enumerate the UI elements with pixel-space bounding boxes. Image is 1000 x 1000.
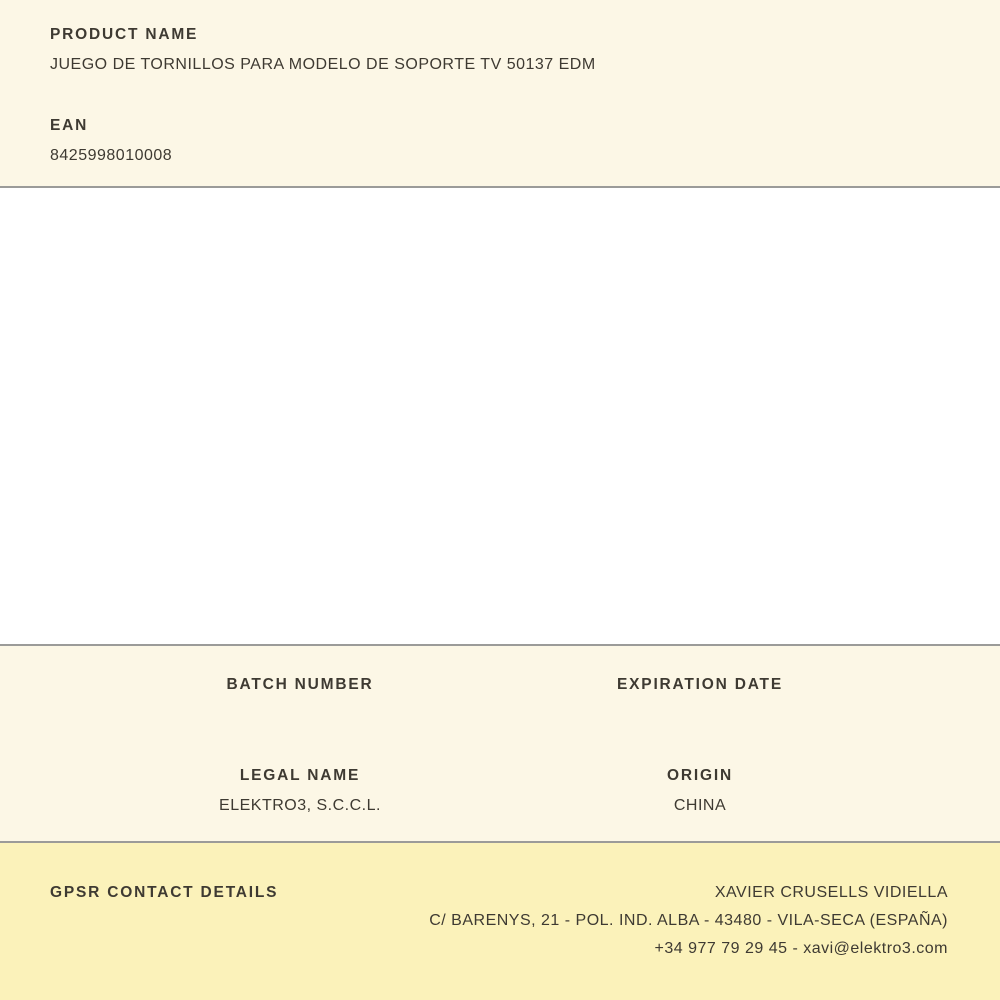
contact-person-line: XAVIER CRUSELLS VIDIELLA — [714, 884, 948, 901]
expiration-date-label: EXPIRATION DATE — [617, 676, 783, 693]
origin-label: ORIGIN — [667, 767, 733, 784]
product-name-label: PRODUCT NAME — [50, 26, 199, 43]
product-image-area — [0, 188, 1000, 644]
ean-value: 8425998010008 — [50, 147, 173, 164]
contact-address-line: C/ BARENYS, 21 - POL. IND. ALBA - 43480 - VILA-SECA (ESPAÑA) — [429, 912, 948, 929]
ean-field — [50, 118, 950, 164]
gpsr-contact-lines — [429, 879, 948, 963]
product-name-field — [50, 27, 950, 73]
details-grid — [100, 676, 900, 814]
contact-phone-email-line: +34 977 79 29 45 - xavi@elektro3.com — [654, 940, 948, 957]
product-header-section — [0, 0, 1000, 186]
gpsr-contact-section — [0, 843, 1000, 1000]
legal-name-value: ELEKTRO3, S.C.C.L. — [219, 797, 381, 814]
expiration-date-cell — [500, 676, 900, 723]
origin-value: CHINA — [673, 797, 727, 814]
expiration-date-value — [500, 707, 900, 723]
gpsr-contact-heading: GPSR CONTACT DETAILS — [50, 884, 279, 901]
origin-cell — [500, 767, 900, 814]
batch-number-label: BATCH NUMBER — [226, 676, 374, 693]
legal-name-cell — [100, 767, 500, 814]
details-section — [0, 646, 1000, 841]
batch-number-cell — [100, 676, 500, 723]
batch-number-value — [100, 707, 500, 723]
product-name-value: JUEGO DE TORNILLOS PARA MODELO DE SOPORTE TV 50137 EDM — [50, 56, 596, 73]
legal-name-label: LEGAL NAME — [239, 767, 361, 784]
ean-label: EAN — [50, 117, 89, 134]
